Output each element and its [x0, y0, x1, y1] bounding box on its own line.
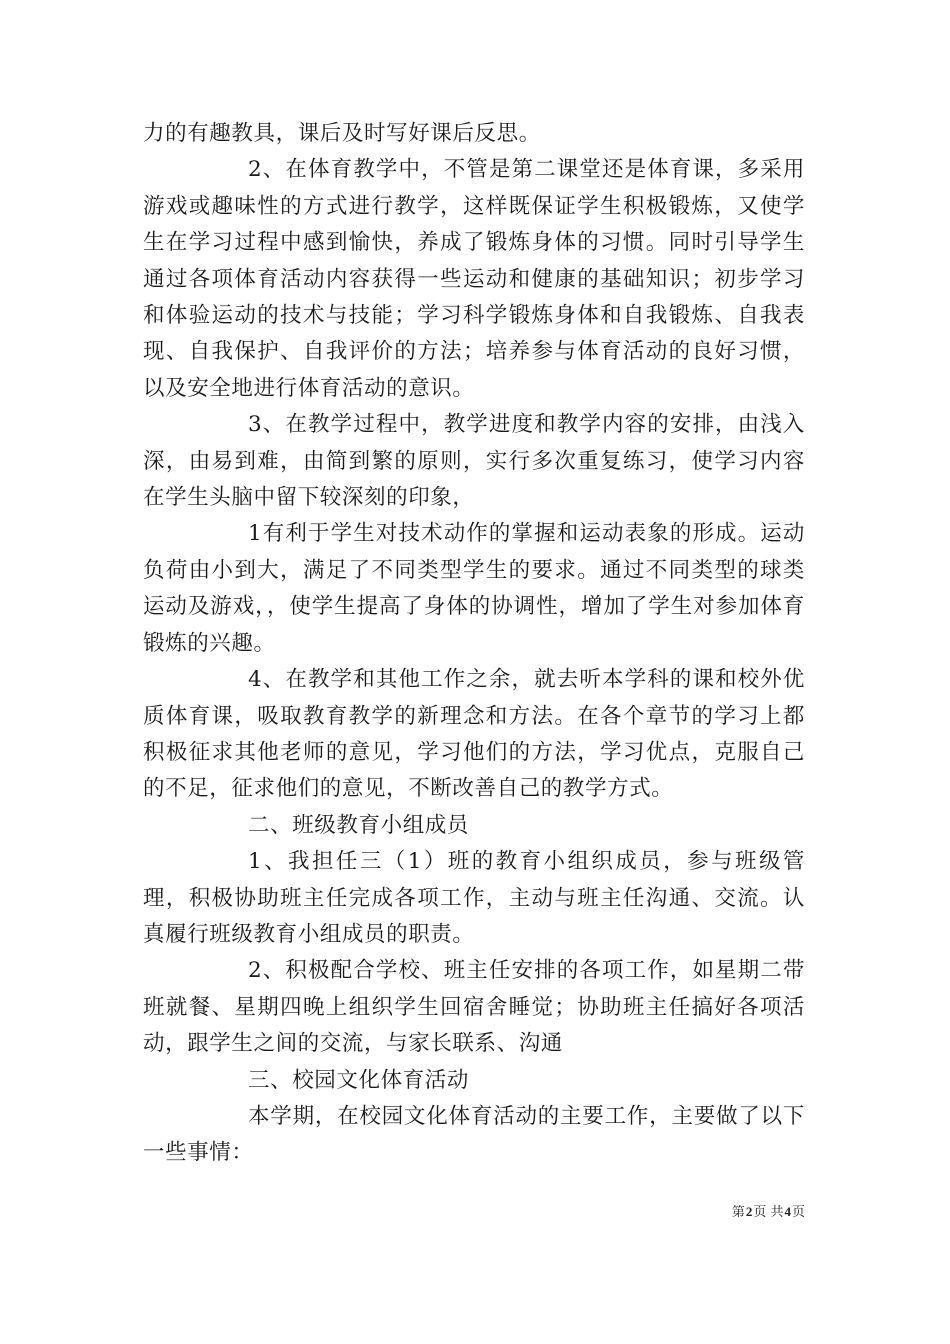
- paragraph: 1、我担任三（1）班的教育小组织成员，参与班级管理，积极协助班主任完成各项工作，主动与班主任沟通、交流。认真履行班级教育小组成员的职责。: [143, 849, 805, 947]
- paragraph: 3、在教学过程中，教学进度和教学内容的安排，由浅入深，由易到难，由简到繁的原则，实行多次重复练习，使学习内容在学生头脑中留下较深刻的印象，: [143, 412, 805, 511]
- paragraph: 4、在教学和其他工作之余，就去听本学科的课和校外优质体育课，吸取教育教学的新理念和方法。在各个章节的学习上都积极征求其他老师的意见，学习他们的方法，学习优点，克服自己的不足，征求他们的意见，不断改善自己的教学方式。: [143, 667, 805, 802]
- paragraph: 本学期，在校园文化体育活动的主要工作，主要做了以下一些事情：: [143, 1103, 805, 1166]
- paragraph: 2、在体育教学中，不管是第二课堂还是体育课，多采用游戏或趣味性的方式进行教学，这样既保证学生积极锻炼，又使学生在学习过程中感到愉快，养成了锻炼身体的习惯。同时引导学生通过各项体育活动内容获得一些运动和健康的基础知识；初步学习和体验运动的技术与技能；学习科学锻炼身体和自我锻炼、自我表现、自我保护、自我评价的方法；培养参与体育活动的良好习惯，以及安全地进行体育活动的意识。: [143, 157, 805, 401]
- paragraph: 2、积极配合学校、班主任安排的各项工作，如星期二带班就餐、星期四晚上组织学生回宿舍睡觉；协助班主任搞好各项活动，跟学生之间的交流，与家长联系、沟通: [143, 958, 805, 1057]
- paragraph: 力的有趣教具，课后及时写好课后反思。: [143, 121, 541, 146]
- footer-prefix: 第: [731, 1205, 745, 1220]
- section-heading: 三、校园文化体育活动: [248, 1067, 470, 1093]
- paragraph: 1有利于学生对技术动作的掌握和运动表象的形成。运动负荷由小到大，满足了不同类型学生的要求。通过不同类型的球类运动及游戏，，使学生提高了身体的协调性，增加了学生对参加体育锻炼的兴趣。: [143, 521, 805, 656]
- total-pages-number: 4: [784, 1204, 791, 1219]
- current-page-number: 2: [745, 1204, 753, 1219]
- footer-suffix: 页: [791, 1205, 805, 1220]
- body-text: [143, 116, 805, 1172]
- section-heading: 二、班级教育小组成员: [248, 812, 470, 838]
- footer-middle: 页 共: [753, 1205, 784, 1220]
- page-footer: [732, 1203, 805, 1222]
